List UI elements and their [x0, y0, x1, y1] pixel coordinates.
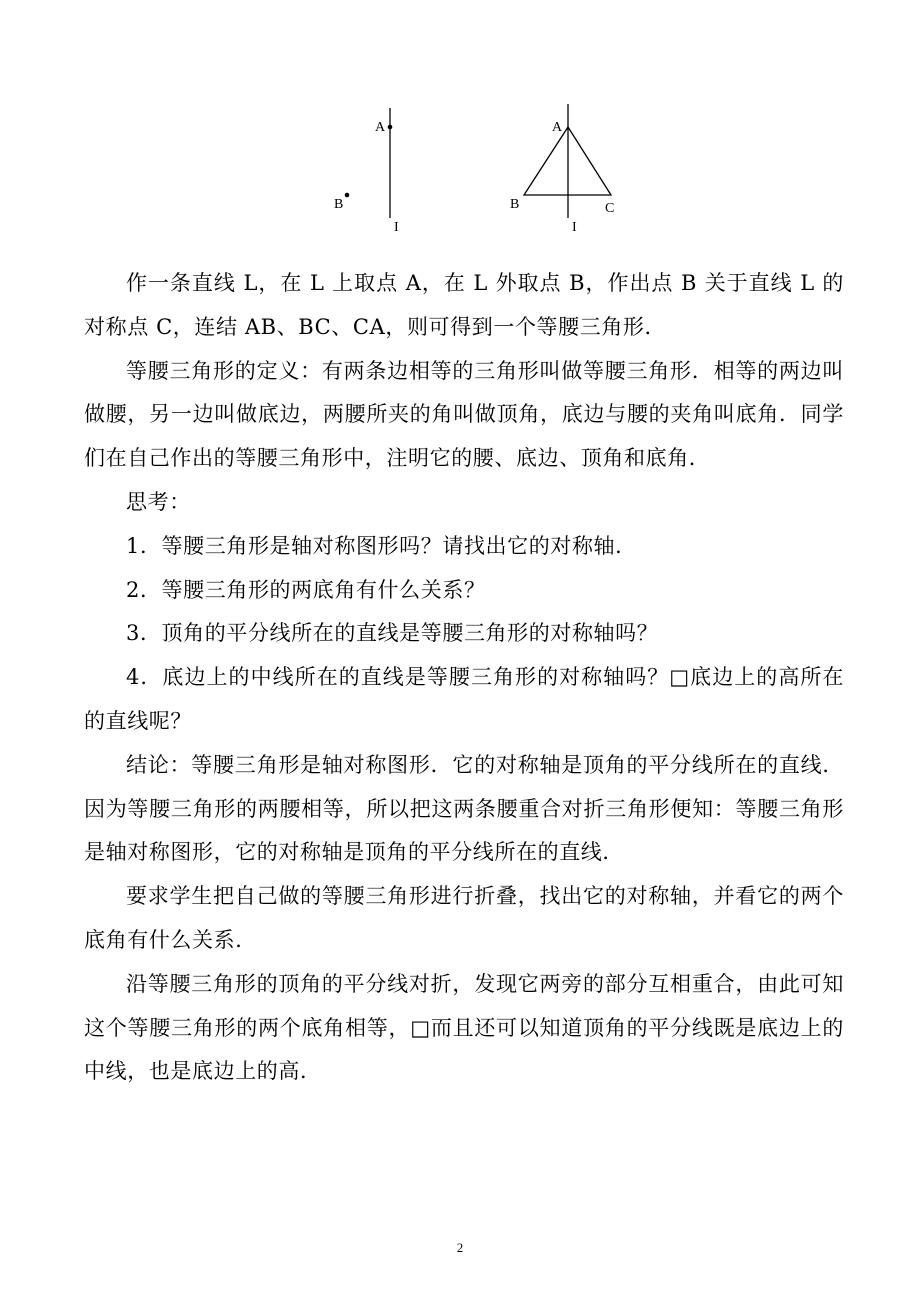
left-label-l: I	[394, 220, 399, 235]
right-label-b: B	[510, 197, 520, 212]
figure-svg	[330, 100, 630, 240]
question-1: 1．等腰三角形是轴对称图形吗？请找出它的对称轴．	[126, 533, 637, 558]
paragraph-definition: 等腰三角形的定义：有两条边相等的三角形叫做等腰三角形．相等的两边叫做腰，另一边叫做底边，两腰所夹的角叫做顶角，底边与腰的夹角叫底角．同学们在自己作出的等腰三角形中，注明它的腰、底边、顶角和底角．	[84, 358, 844, 471]
page-number: 2	[456, 1240, 464, 1255]
paragraph-construction: 作一条直线 L，在 L 上取点 A，在 L 外取点 B，作出点 B 关于直线 L 的对称点 C，连结 AB、BC、CA，则可得到一个等腰三角形．	[84, 271, 844, 339]
left-label-a: A	[375, 120, 386, 135]
paragraph-activity: 要求学生把自己做的等腰三角形进行折叠，找出它的对称轴，并看它的两个底角有什么关系．	[84, 884, 844, 952]
right-label-a: A	[552, 120, 563, 135]
question-4: 4．底边上的中线所在的直线是等腰三角形的对称轴吗？□底边上的高所在的直线呢？	[84, 665, 844, 733]
question-3: 3．顶角的平分线所在的直线是等腰三角形的对称轴吗？	[126, 621, 659, 646]
right-label-c: C	[605, 201, 615, 216]
right-label-l: I	[572, 220, 577, 235]
paragraph-folding: 沿等腰三角形的顶角的平分线对折，发现它两旁的部分互相重合，由此可知这个等腰三角形的两个底角相等，□而且还可以知道顶角的平分线既是底边上的中线，也是底边上的高．	[84, 971, 844, 1084]
left-label-b: B	[334, 197, 344, 212]
paragraph-conclusion: 结论：等腰三角形是轴对称图形．它的对称轴是顶角的平分线所在的直线．因为等腰三角形的两腰相等，所以把这两条腰重合对折三角形便知：等腰三角形是轴对称图形，它的对称轴是顶角的平分线所在的直线．	[84, 752, 844, 865]
body-text	[84, 262, 844, 1094]
question-2: 2．等腰三角形的两底角有什么关系？	[126, 577, 486, 602]
left-point-a	[388, 125, 393, 130]
paragraph-think-heading: 思考：	[126, 489, 191, 514]
geometry-figure	[330, 100, 630, 240]
left-point-b	[345, 193, 350, 198]
